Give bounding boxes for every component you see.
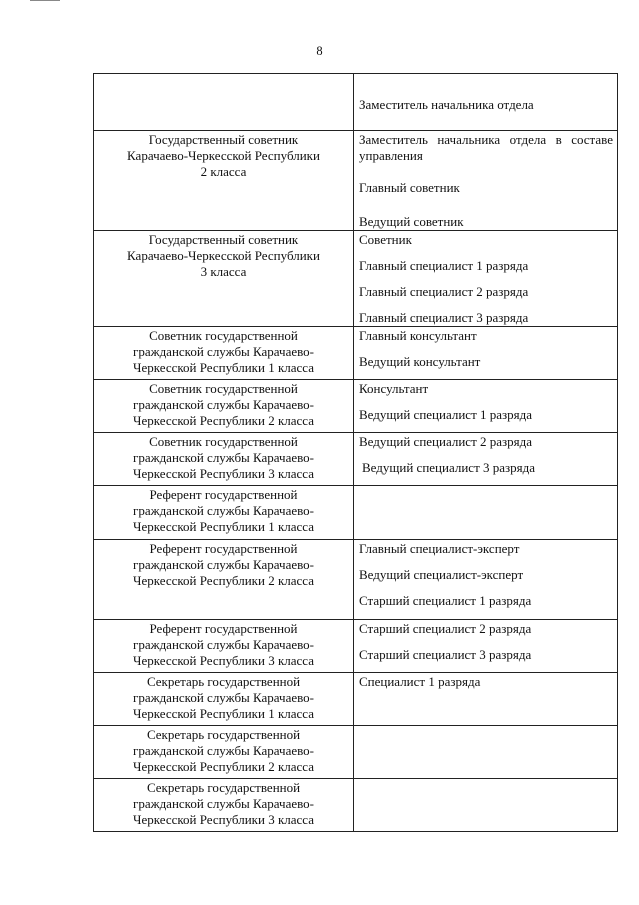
positions-cell — [354, 726, 618, 779]
position-text: Старший специалист 3 разряда — [359, 647, 532, 662]
rank-cell — [94, 74, 354, 131]
table-row — [94, 673, 618, 726]
table-row — [94, 779, 618, 832]
position-text: Ведущий советник — [359, 214, 464, 229]
position-text: Специалист 1 разряда — [359, 674, 481, 689]
rank-line: 2 класса — [200, 164, 247, 179]
rank-line: Черкесской Республики 3 класса — [133, 653, 314, 668]
position-text: Главный специалист 3 разряда — [359, 310, 529, 325]
rank-line: Черкесской Республики 1 класса — [133, 706, 314, 721]
positions-cell — [354, 779, 618, 832]
rank-line: Черкесской Республики 1 класса — [133, 519, 314, 534]
rank-line: Черкесской Республики 1 класса — [133, 360, 314, 375]
position-text: Старший специалист 2 разряда — [359, 621, 532, 636]
rank-cell — [94, 433, 354, 486]
rank-line: гражданской службы Карачаево- — [132, 557, 315, 572]
rank-line: Черкесской Республики 2 класса — [133, 759, 314, 774]
position-text: Главный специалист 1 разряда — [359, 258, 529, 273]
position-text: Ведущий специалист 1 разряда — [359, 407, 533, 422]
positions-cell — [354, 74, 618, 131]
rank-line: Государственный советник — [148, 232, 299, 247]
position-text: Консультант — [359, 381, 429, 396]
position-text: Главный специалист-эксперт — [359, 541, 520, 556]
table-row — [94, 620, 618, 673]
position-text: Ведущий специалист 3 разряда — [362, 460, 536, 475]
rank-line: гражданской службы Карачаево- — [132, 344, 315, 359]
position-text: Заместитель начальника отдела в составе управления — [359, 132, 613, 163]
rank-line: гражданской службы Карачаево- — [132, 743, 315, 758]
position-text: Главный специалист 2 разряда — [359, 284, 529, 299]
position-text: Ведущий специалист 2 разряда — [359, 434, 533, 449]
rank-line: Секретарь государственной — [146, 780, 301, 795]
rank-line: Секретарь государственной — [146, 674, 301, 689]
positions-cell — [354, 380, 618, 433]
position-text: Главный советник — [359, 180, 460, 195]
rank-line: гражданской службы Карачаево- — [132, 796, 315, 811]
rank-line: Государственный советник — [148, 132, 299, 147]
table-row — [94, 131, 618, 231]
rank-cell — [94, 726, 354, 779]
positions-cell — [354, 327, 618, 380]
rank-cell — [94, 131, 354, 231]
positions-cell — [354, 540, 618, 620]
rank-cell — [94, 486, 354, 540]
position-text: Старший специалист 1 разряда — [359, 593, 532, 608]
position-text: Ведущий консультант — [359, 354, 481, 369]
position-text: Главный консультант — [359, 328, 477, 343]
rank-line: гражданской службы Карачаево- — [132, 690, 315, 705]
rank-cell — [94, 380, 354, 433]
grade-position-table — [93, 73, 618, 832]
positions-cell — [354, 433, 618, 486]
rank-cell — [94, 779, 354, 832]
positions-cell — [354, 131, 618, 231]
rank-line: Советник государственной — [149, 381, 298, 396]
rank-line: гражданской службы Карачаево- — [132, 637, 315, 652]
table-row — [94, 74, 618, 131]
rank-cell — [94, 620, 354, 673]
rank-line: Черкесской Республики 3 класса — [133, 812, 314, 827]
rank-cell — [94, 231, 354, 327]
table-row — [94, 380, 618, 433]
rank-line: Советник государственной — [149, 328, 298, 343]
rank-line: Советник государственной — [149, 434, 298, 449]
rank-cell — [94, 327, 354, 380]
rank-line: Карачаево-Черкесской Республики — [127, 248, 320, 263]
rank-line: Черкесской Республики 2 класса — [133, 573, 314, 588]
position-text: Заместитель начальника отдела — [359, 97, 534, 112]
rank-line: 3 класса — [200, 264, 247, 279]
rank-line: Черкесской Республики 2 класса — [133, 413, 314, 428]
rank-cell — [94, 540, 354, 620]
positions-cell — [354, 620, 618, 673]
table-row — [94, 726, 618, 779]
rank-line: Карачаево-Черкесской Республики — [127, 148, 320, 163]
rank-line: Черкесской Республики 3 класса — [133, 466, 314, 481]
position-text: Советник — [359, 232, 412, 247]
scan-edge-mark — [30, 0, 60, 1]
rank-cell — [94, 673, 354, 726]
rank-line: Референт государственной — [149, 541, 298, 556]
table-row — [94, 327, 618, 380]
table-row — [94, 486, 618, 540]
rank-line: Референт государственной — [149, 621, 298, 636]
table-row — [94, 540, 618, 620]
positions-cell — [354, 486, 618, 540]
positions-cell — [354, 673, 618, 726]
rank-line: Референт государственной — [149, 487, 298, 502]
rank-line: гражданской службы Карачаево- — [132, 503, 315, 518]
rank-line: гражданской службы Карачаево- — [132, 450, 315, 465]
rank-line: Секретарь государственной — [146, 727, 301, 742]
positions-cell — [354, 231, 618, 327]
table-row — [94, 433, 618, 486]
page-number: 8 — [316, 44, 323, 58]
table-row — [94, 231, 618, 327]
rank-line: гражданской службы Карачаево- — [132, 397, 315, 412]
position-text: Ведущий специалист-эксперт — [359, 567, 524, 582]
